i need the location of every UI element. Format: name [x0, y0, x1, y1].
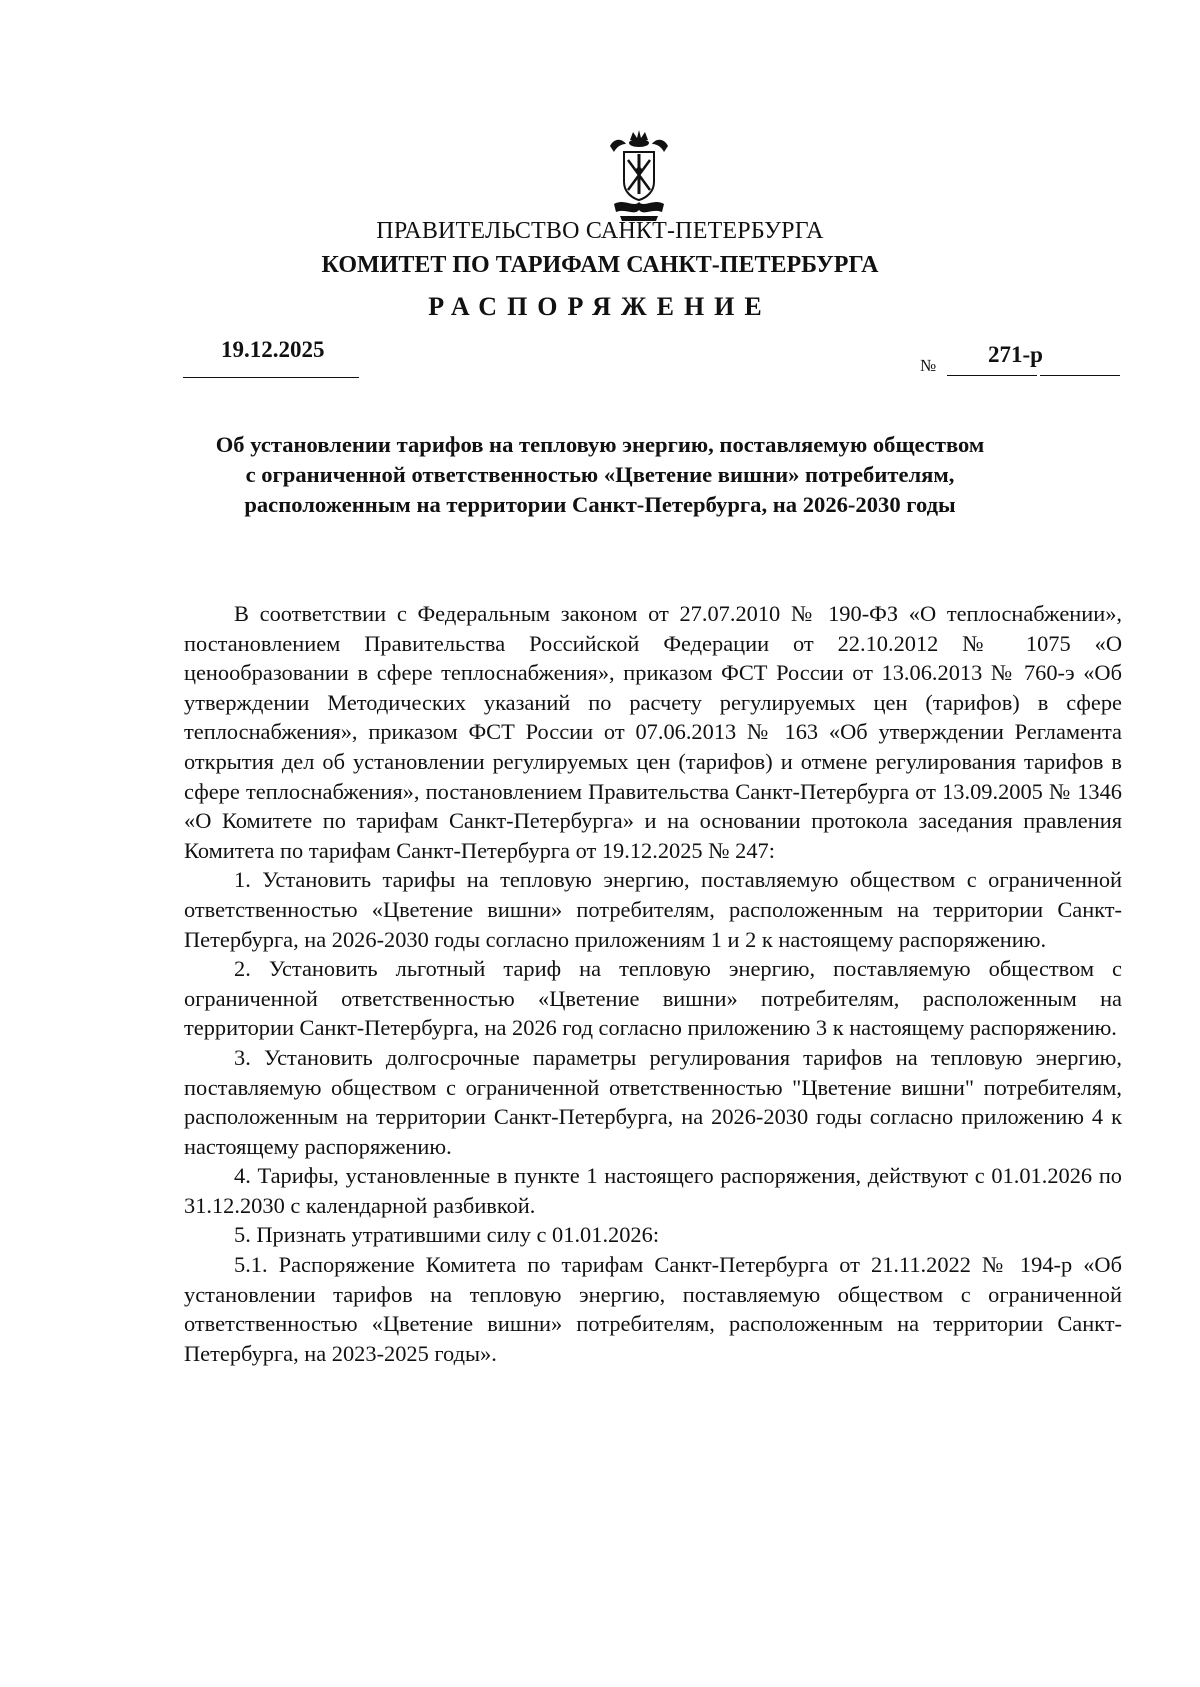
st-petersburg-coat-of-arms-icon	[604, 130, 674, 222]
document-title	[180, 430, 1020, 520]
document-body	[184, 599, 1122, 1368]
title-line: с ограниченной ответственностью «Цветение вишни» потребителям,	[245, 462, 955, 487]
document-date-field	[183, 337, 359, 378]
number-underline-end	[1040, 375, 1120, 376]
clause-paragraph: 5.1. Распоряжение Комитета по тарифам Санкт-Петербурга от 21.11.2022 № 194-р «Об установлении тарифов на тепловую энергию, поставляемую обществом с ограниченной ответственностью «Цветение вишни» потребителям, расположенным на территории Санкт-Петербурга, на 2023-2025 годы».	[184, 1252, 1122, 1366]
document-number: 271-р	[988, 342, 1043, 367]
clause-paragraph: 5. Признать утратившими силу с 01.01.2026:	[234, 1222, 660, 1248]
document-type: РАСПОРЯЖЕНИЕ	[428, 292, 772, 321]
clause-paragraph: 3. Установить долгосрочные параметры регулирования тарифов на тепловую энергию, поставляемую обществом с ограниченной ответственностью "Цветение вишни" потребителям, расположенным на территории Санкт-Петербурга, на 2026-2030 годы согласно приложению 4 к настоящему распоряжению.	[184, 1044, 1122, 1159]
clause-paragraph: 2. Установить льготный тариф на тепловую энергию, поставляемую обществом с ограниченной ответственностью «Цветение вишни» потребителям, расположенным на территории Санкт-Петербурга, на 2026 год согласно приложению 3 к настоящему распоряжению.	[184, 956, 1122, 1041]
document-date: 19.12.2025	[221, 337, 325, 362]
preamble-paragraph: В соответствии с Федеральным законом от 27.07.2010 № 190-ФЗ «О теплоснабжении», постановлением Правительства Российской Федерации от 22.10.2012 № 1075 «О ценообразовании в сфере теплоснабжения», приказом ФСТ России от 13.06.2013 № 760-э «Об утверждении Методических указаний по расчету регулируемых цен (тарифов) в сфере теплоснабжения», приказом ФСТ России от 07.06.2013 № 163 «Об утверждении Регламента открытия дел об установлении регулируемых цен (тарифов) и отмене регулирования тарифов в сфере теплоснабжения», постановлением Правительства Санкт-Петербурга от 13.09.2005 № 1346 «О Комитете по тарифам Санкт-Петербурга» и на основании протокола заседания правления Комитета по тарифам Санкт-Петербурга от 19.12.2025 № 247:	[184, 601, 1122, 863]
committee-name: КОМИТЕТ ПО ТАРИФАМ САНКТ-ПЕТЕРБУРГА	[321, 252, 879, 278]
title-line: расположенным на территории Санкт-Петербурга, на 2026-2030 годы	[244, 492, 956, 517]
title-line: Об установлении тарифов на тепловую энергию, поставляемую обществом	[215, 432, 985, 457]
number-underline	[947, 375, 1037, 376]
clause-paragraph: 4. Тарифы, установленные в пункте 1 настоящего распоряжения, действуют с 01.01.2026 по 31.12.2030 с календарной разбивкой.	[184, 1163, 1122, 1218]
number-sign: №	[920, 356, 937, 375]
document-number-field	[920, 342, 1120, 378]
government-name: ПРАВИТЕЛЬСТВО САНКТ-ПЕТЕРБУРГА	[376, 218, 824, 244]
clause-paragraph: 1. Установить тарифы на тепловую энергию, поставляемую обществом с ограниченной ответственностью «Цветение вишни» потребителям, расположенным на территории Санкт-Петербурга, на 2026-2030 годы согласно приложениям 1 и 2 к настоящему распоряжению.	[184, 867, 1122, 952]
